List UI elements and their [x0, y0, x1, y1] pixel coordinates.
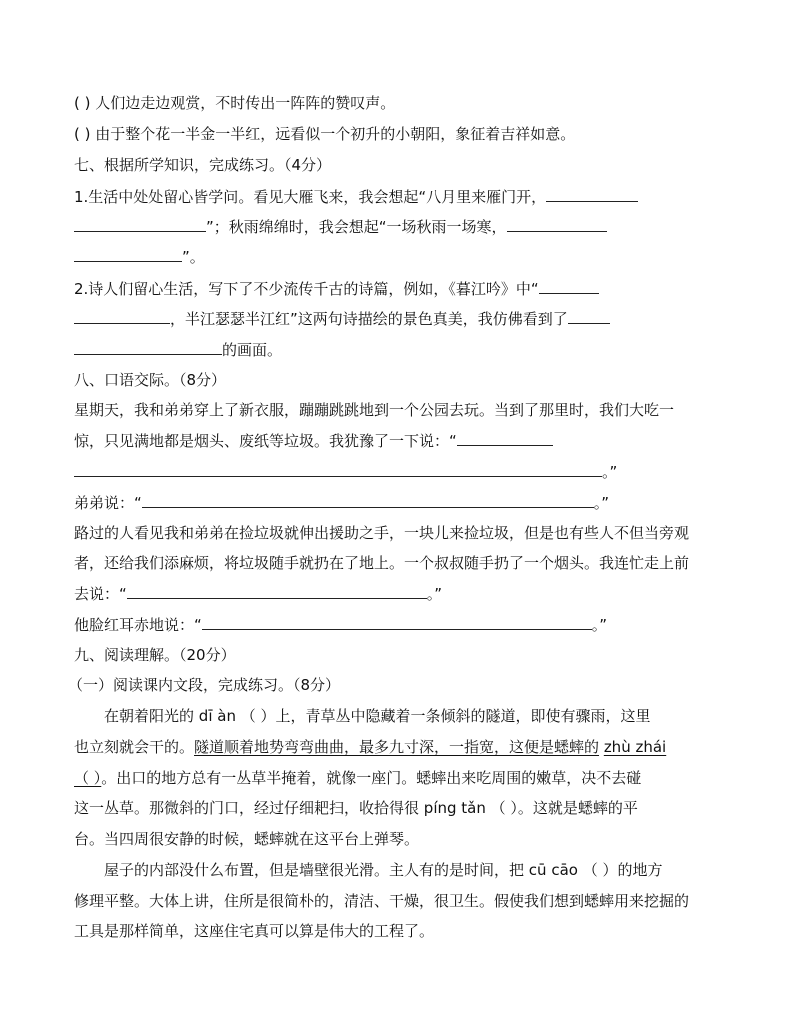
- answer-paren-text[interactable]: （ ）。这就是蟋蟀的平: [490, 799, 638, 817]
- q9-p2-line3: 工具是那样简单，这座住宅真可以算是伟大的工程了。: [74, 922, 435, 940]
- answer-blank[interactable]: [568, 309, 610, 324]
- q8-line-8-text: 他脸红耳赤地说：“: [74, 616, 202, 634]
- q9-subheading: （一）阅读课内文段，完成练习。（8分）: [68, 676, 341, 694]
- answer-paren[interactable]: ( ): [74, 125, 91, 143]
- q8-heading: 八、口语交际。（8分）: [74, 371, 227, 389]
- answer-blank[interactable]: [74, 309, 170, 324]
- q8-line-1: 星期天，我和弟弟穿上了新衣服，蹦蹦跳跳地到一个公园去玩。当到了那里时，我们大吃一: [74, 401, 675, 419]
- answer-blank[interactable]: [202, 615, 592, 630]
- answer-blank[interactable]: [142, 493, 594, 508]
- answer-blank[interactable]: [457, 431, 553, 446]
- answer-blank[interactable]: [74, 247, 182, 262]
- q9-heading: 九、阅读理解。（20分）: [74, 646, 236, 664]
- q7-p1-line3: [74, 247, 205, 267]
- q8-line-4-text: 弟弟说：“: [74, 494, 142, 512]
- underlined-sentence: 隧道顺着地势弯弯曲曲，最多九寸深，一指宽，这便是蟋蟀的: [194, 738, 600, 756]
- q8-line-2-text: 惊，只见满地都是烟头、废纸等垃圾。我犹豫了一下说：“: [74, 432, 457, 450]
- text: 也立刻就会干的。: [74, 738, 195, 756]
- q8-line-5: 路过的人看见我和弟弟在捡垃圾就伸出援助之手，一块儿来捡垃圾，但是也有些人不但当旁观: [74, 524, 690, 542]
- answer-blank[interactable]: [74, 217, 206, 232]
- text: 屋子的内部没什么布置，但是墙壁很光滑。主人有的是时间，把: [104, 861, 525, 879]
- item-text: 人们边走边观赏，不时传出一阵阵的赞叹声。: [95, 94, 396, 112]
- q8-line-8: [74, 615, 607, 635]
- q7-p2-text-c: 的画面。: [222, 341, 283, 359]
- q9-p1-line3: [74, 768, 641, 788]
- q8-line-6: 者，还给我们添麻烦，将垃圾随手就扔在了地上。一个叔叔随手扔了一个烟头。我连忙走上前: [74, 554, 690, 572]
- pinyin-prompt: píng tǎn: [423, 799, 486, 817]
- answer-paren-text[interactable]: （ ）上，青草丛中隐藏着一条倾斜的隧道，即使有骤雨，这里: [240, 707, 651, 725]
- text: 这一丛草。那微斜的门口，经过仔细耙扫，收拾得很: [74, 799, 420, 817]
- q8-line-3-end: 。”: [602, 463, 618, 481]
- item-text: 由于整个花一半金一半红，远看似一个初升的小朝阳，象征着吉祥如意。: [95, 125, 576, 143]
- q8-line-4-end: 。”: [593, 494, 610, 512]
- q9-p1-line2: [74, 737, 666, 757]
- q6-item-1: [74, 93, 395, 113]
- answer-paren[interactable]: （ ）: [74, 769, 102, 787]
- pinyin-prompt: cū cāo: [528, 861, 578, 879]
- q9-p1-line5: 台。当四周很安静的时候，蟋蟀就在这平台上弹琴。: [74, 830, 420, 848]
- q9-p2-line2: 修理平整。大体上讲，住所是很简朴的，清洁、干燥，很卫生。假使我们想到蟋蟀用来挖掘的: [74, 892, 690, 910]
- q8-line-8-end: 。”: [591, 616, 608, 634]
- q7-p2-line2: [74, 309, 610, 329]
- answer-blank[interactable]: [507, 217, 607, 232]
- q8-line-7: [74, 584, 442, 604]
- answer-paren-text[interactable]: （ ）的地方: [582, 861, 663, 879]
- q6-item-2: [74, 124, 575, 144]
- answer-blank[interactable]: [539, 279, 599, 294]
- answer-paren[interactable]: ( ): [74, 94, 91, 112]
- answer-blank[interactable]: [127, 584, 427, 599]
- q7-heading: 七、根据所学知识，完成练习。（4分）: [74, 156, 332, 174]
- q8-line-4: [74, 493, 609, 513]
- q9-p1-line1: [104, 706, 651, 726]
- answer-blank[interactable]: [74, 340, 222, 355]
- q9-p1-line4: [74, 798, 638, 818]
- q7-p2-line3: [74, 340, 282, 360]
- pinyin-prompt: dī àn: [198, 707, 236, 725]
- q8-line-2: [74, 431, 553, 451]
- q7-p2-line1: [74, 279, 599, 299]
- q8-line-7-text: 去说：“: [74, 585, 127, 603]
- q7-p1-text-b: ”；秋雨绵绵时，我会想起“一场秋雨一场寒，: [206, 218, 507, 236]
- q7-p2-text-a: 2.诗人们留心生活，写下了不少流传千古的诗篇，例如，《暮江吟》中“: [74, 280, 539, 298]
- pinyin-prompt: zhù zhái: [603, 738, 667, 756]
- text: 。出口的地方总有一丛草半掩着，就像一座门。蟋蟀出来吃周围的嫩草，决不去碰: [101, 769, 642, 787]
- q9-p2-line1: [104, 860, 663, 880]
- q7-p1-text-a: 1.生活中处处留心皆学问。看见大雁飞来，我会想起“八月里来雁门开，: [74, 188, 547, 206]
- q7-p1-line2: [74, 217, 607, 237]
- answer-blank[interactable]: [74, 462, 602, 477]
- q8-line-3: [74, 462, 617, 482]
- q8-line-7-end: 。”: [426, 585, 443, 603]
- q7-p1-text-c: ”。: [182, 248, 205, 266]
- q7-p2-text-b: ，半江瑟瑟半江红”这两句诗描绘的景色真美，我仿佛看到了: [170, 310, 568, 328]
- text: 在朝着阳光的: [104, 707, 195, 725]
- answer-blank[interactable]: [546, 187, 638, 202]
- q7-p1-line1: [74, 187, 638, 207]
